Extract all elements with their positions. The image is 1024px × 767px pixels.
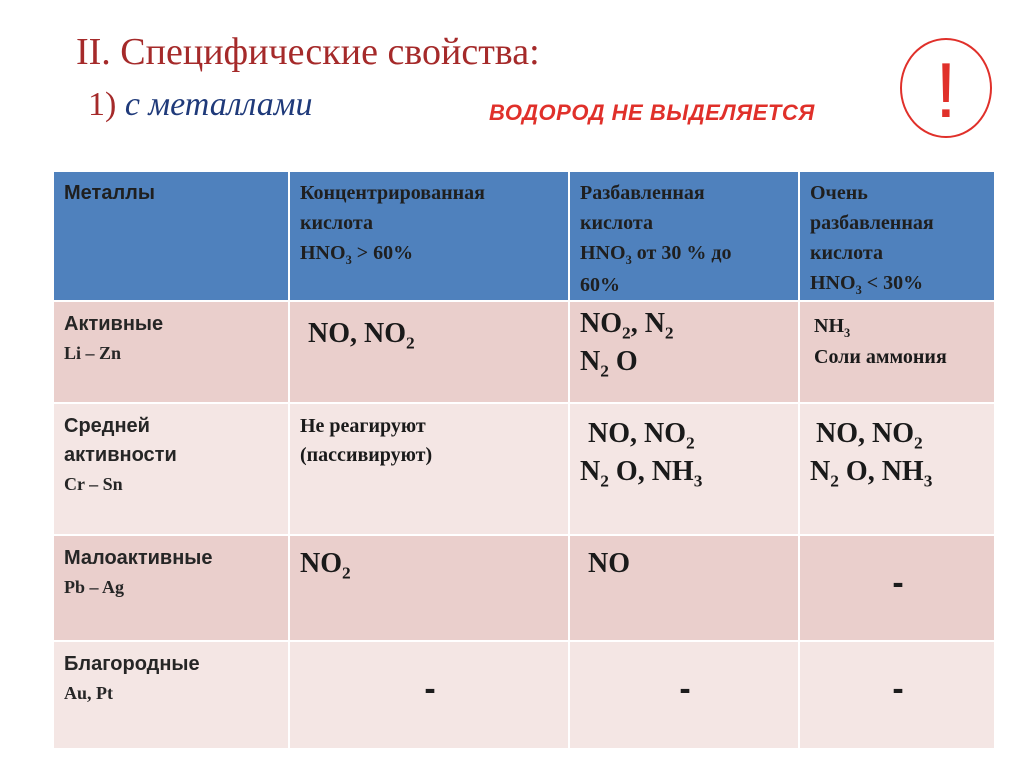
product-no-no2: NO, $NO_2$ (816, 417, 923, 453)
row-low-range: Pb – Ag (64, 576, 125, 597)
properties-table (52, 170, 996, 750)
table-row-active (53, 301, 995, 403)
product-n2o-nh3: $N_2$ O, $NH_3$ (810, 455, 933, 491)
header-concentrated (289, 171, 569, 301)
cell-medium-metals (53, 403, 289, 535)
header-diluted (569, 171, 799, 301)
exclamation-glyph: ! (935, 46, 957, 134)
title-italic: с металлами (124, 86, 313, 123)
row-noble-name: Благородные (64, 652, 200, 675)
cell-medium-diluted (569, 403, 799, 535)
row-active-name: Активные (64, 312, 164, 335)
header-vdil-formula: $HNO_3 < 30\%$ (810, 272, 924, 297)
cell-noble-concentrated (289, 641, 569, 749)
cell-noble-very-diluted (799, 641, 995, 749)
cell-low-very-diluted (799, 535, 995, 641)
header-dil-formula-c: 60% (580, 273, 620, 296)
product-no: NO (588, 547, 630, 579)
dash-mark: - (424, 669, 436, 708)
table-row-noble (53, 641, 995, 749)
product-ammonium-salts: Соли аммония (814, 345, 947, 368)
cell-low-metals (53, 535, 289, 641)
title-number: 1) (88, 86, 125, 123)
product-no-no2: NO, $NO_2$ (308, 317, 415, 353)
cell-active-concentrated (289, 301, 569, 403)
not-react-l1: Не реагируют (300, 414, 426, 437)
product-no2-n2: $NO_2$, $N_2$ (580, 307, 674, 343)
product-n2o-nh3: $N_2$ O, $NH_3$ (580, 455, 703, 491)
cell-medium-very-diluted (799, 403, 995, 535)
cell-noble-metals (53, 641, 289, 749)
table-row-low (53, 535, 995, 641)
row-medium-name-l1: Средней (64, 414, 150, 437)
cell-noble-diluted (569, 641, 799, 749)
cell-medium-concentrated (289, 403, 569, 535)
header-vdil-l1: Очень (810, 182, 868, 204)
dash-mark: - (892, 563, 904, 602)
header-conc-formula: $HNO_3 > 60\%$ (300, 242, 414, 267)
product-nh3: $NH_3$ (814, 314, 851, 340)
cell-low-concentrated (289, 535, 569, 641)
row-low-name: Малоактивные (64, 546, 213, 569)
slide-title-line2 (88, 86, 313, 124)
row-noble-range: Au, Pt (64, 682, 113, 703)
slide-title-line1: II. Специфические свойства: (76, 31, 540, 73)
product-no2: $NO_2$ (300, 547, 351, 583)
header-very-diluted (799, 171, 995, 301)
cell-active-diluted (569, 301, 799, 403)
dash-mark: - (892, 669, 904, 708)
cell-low-diluted (569, 535, 799, 641)
header-vdil-l2: разбавленная (810, 212, 934, 234)
header-dil-l2: кислота (580, 212, 653, 234)
product-no-no2: NO, $NO_2$ (588, 417, 695, 453)
exclamation-icon (900, 38, 992, 138)
product-n2o: $N_2$ O (580, 345, 638, 381)
row-medium-range: Cr – Sn (64, 473, 123, 494)
header-dil-formula: $HNO_3$ от 30 % до (580, 242, 732, 267)
header-dil-l1: Разбавленная (580, 182, 705, 204)
row-active-range: Li – Zn (64, 342, 122, 363)
row-medium-name-l2: активности (64, 443, 177, 466)
dash-mark: - (679, 669, 691, 708)
table-header-row (53, 171, 995, 301)
not-react-l2: (пассивируют) (300, 443, 433, 466)
cell-active-metals (53, 301, 289, 403)
header-metals-label: Металлы (64, 182, 155, 204)
table-row-medium (53, 403, 995, 535)
header-metals (53, 171, 289, 301)
warning-text: ВОДОРОД НЕ ВЫДЕЛЯЕТСЯ (489, 100, 815, 125)
cell-active-very-diluted (799, 301, 995, 403)
header-vdil-l3: кислота (810, 242, 883, 264)
header-conc-l2: кислота (300, 212, 373, 234)
header-conc-l1: Концентрированная (300, 182, 485, 204)
